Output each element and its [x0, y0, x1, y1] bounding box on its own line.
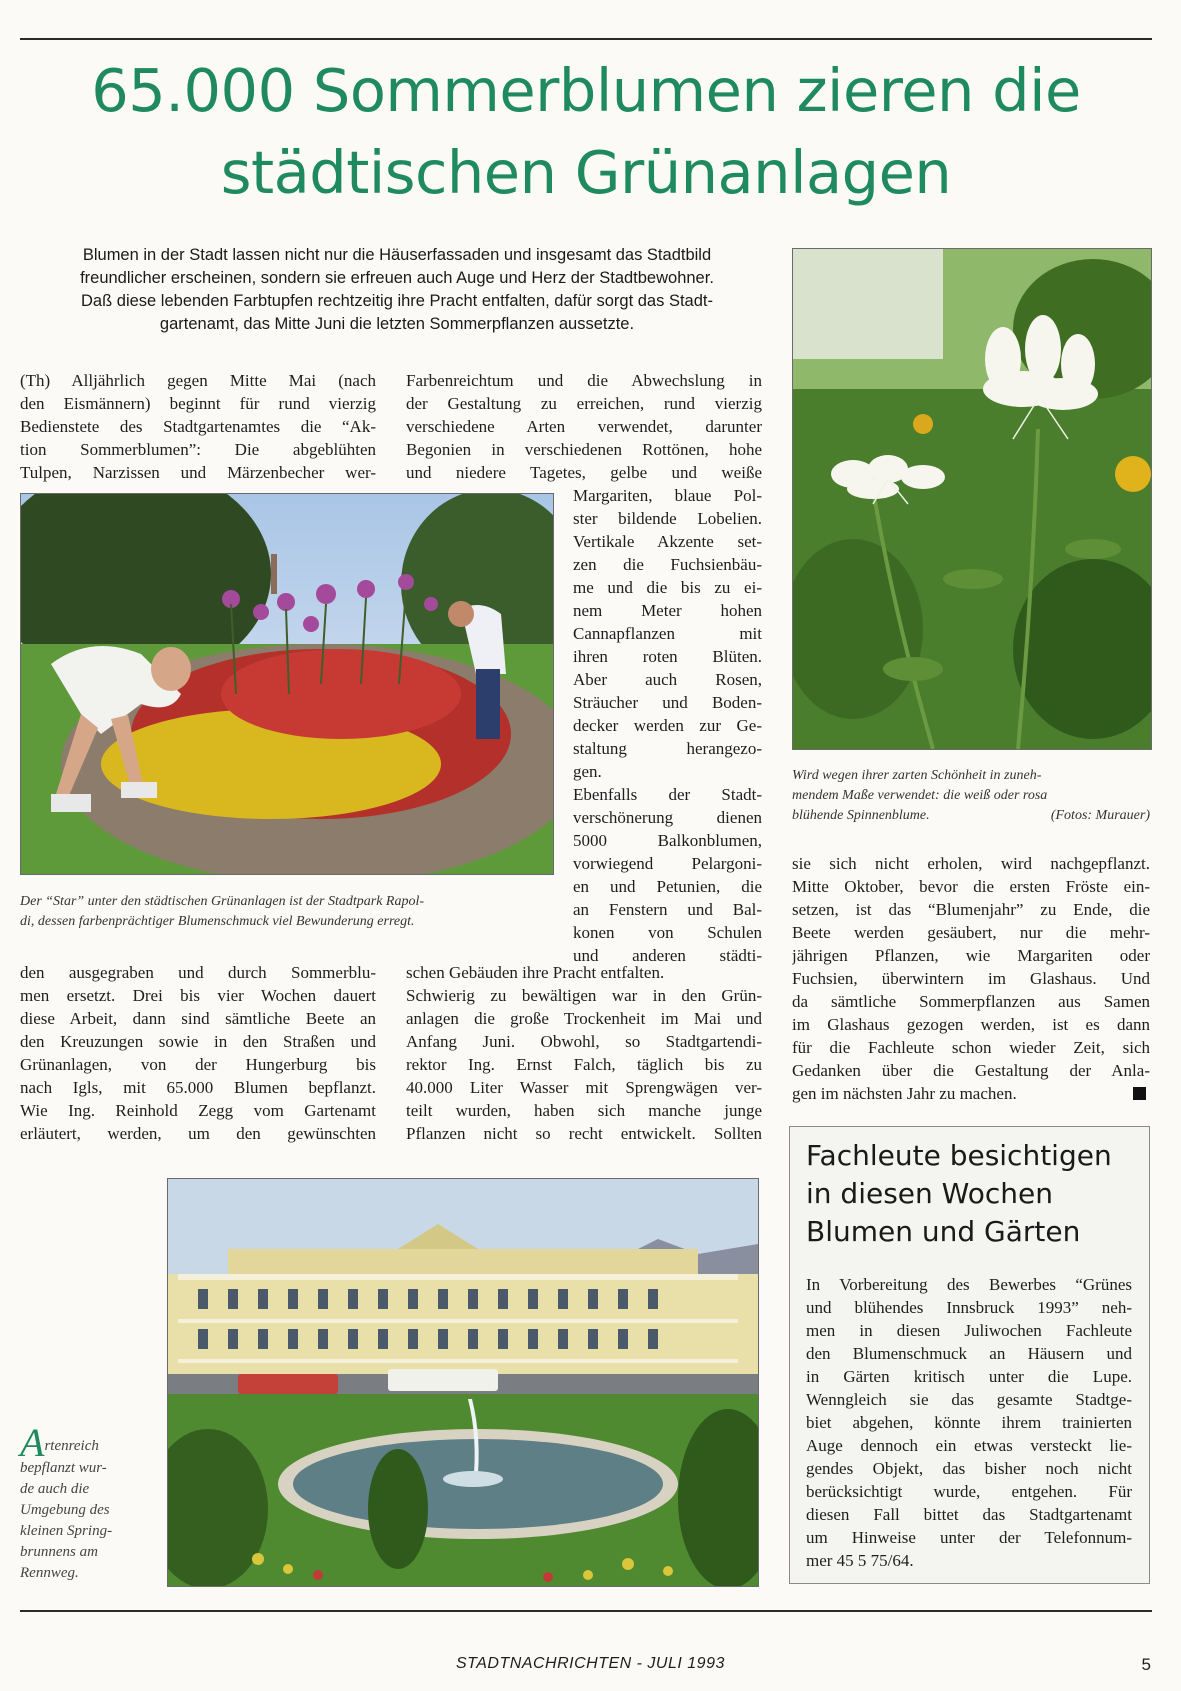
- text-line: men ersetzt. Drei bis vier Wochen dauert: [20, 986, 376, 1005]
- text-line: Cannapflanzen mit: [573, 624, 762, 643]
- end-of-article-icon: [1133, 1087, 1146, 1100]
- text-line: Grünanlagen, von der Hungerburg bis: [20, 1055, 376, 1074]
- text-line: staltung herangezo-: [573, 739, 762, 758]
- text-line: verschönerung dienen: [573, 808, 762, 827]
- fountain-photo-caption: [20, 1420, 155, 1584]
- text-line: vorwiegend Pelargoni-: [573, 854, 762, 873]
- caption-line: brunnens am: [20, 1544, 98, 1560]
- text-line: gendes Objekt, das bisher noch nicht: [806, 1459, 1132, 1478]
- text-line: den ausgegraben und durch Sommerblu-: [20, 963, 376, 982]
- text-line: Begonien in verschiedenen Rottönen, hohe: [406, 440, 762, 459]
- text-line: me und die bis zu ei-: [573, 578, 762, 597]
- text-line: Aber auch Rosen,: [573, 670, 762, 689]
- caption-line: Der “Star” unter den städtischen Grünanlagen ist der Stadtpark Rapol-: [20, 894, 425, 909]
- text-line: und niedere Tagetes, gelbe und weiße: [406, 463, 762, 482]
- text-line: Vertikale Akzente set-: [573, 532, 762, 551]
- text-line: Tulpen, Narzissen und Märzenbecher wer-: [20, 463, 376, 482]
- sidebar-box: [789, 1126, 1150, 1584]
- text-line: 5000 Balkonblumen,: [573, 831, 762, 850]
- text-line: sie sich nicht erholen, wird nachgepflanzt.: [792, 854, 1150, 873]
- text-line: der Gestaltung zu erreichen, rund vierzig: [406, 394, 762, 413]
- col2-narrow-text: [573, 484, 762, 967]
- page-headline: [20, 50, 1152, 214]
- sidebar-title-line: in diesen Wochen: [806, 1177, 1053, 1210]
- text-line: biet abgehen, könnte ihrem trainierten: [806, 1413, 1132, 1432]
- text-line: Anfang Juni. Obwohl, so Stadtgartendi-: [406, 1032, 762, 1051]
- text-line: in Gärten kritisch unter die Lupe.: [806, 1367, 1132, 1386]
- text-line: 40.000 Liter Wasser mit Sprengwägen ver-: [406, 1078, 762, 1097]
- col1-bottom-text: [20, 961, 376, 1145]
- text-line: Fuchsien, überwintern im Glashaus. Und: [792, 969, 1150, 988]
- drop-cap: A: [20, 1420, 45, 1465]
- lead-line: freundlicher erscheinen, sondern sie erfreuen auch Auge und Herz der Stadtbewohner.: [80, 269, 714, 287]
- text-line: teilt wurden, haben sich manche junge: [406, 1101, 762, 1120]
- sidebar-title-line: Blumen und Gärten: [806, 1215, 1081, 1248]
- text-line: Mitte Oktober, bevor die ersten Fröste ein-: [792, 877, 1150, 896]
- top-rule: [20, 38, 1152, 40]
- caption-line: Rennweg.: [20, 1565, 79, 1581]
- text-line: Schwierig zu bewältigen war in den Grün-: [406, 986, 762, 1005]
- text-line: konen von Schulen: [573, 923, 762, 942]
- text-line: men in diesen Juliwochen Fachleute: [806, 1321, 1132, 1340]
- park-flowerbed-photo: [20, 493, 554, 875]
- text-line: rektor Ing. Ernst Falch, täglich bis zu: [406, 1055, 762, 1074]
- text-line: anlagen die große Trockenheit im Mai und: [406, 1009, 762, 1028]
- caption-line: kleinen Spring-: [20, 1523, 113, 1539]
- text-line: en und Petunien, die: [573, 877, 762, 896]
- text-line: im Glashaus gezogen werden, ist es dann: [792, 1015, 1150, 1034]
- sidebar-title: [806, 1137, 1146, 1251]
- spider-flower-photo: [792, 248, 1152, 750]
- caption-line: blühende Spinnenblume.: [792, 808, 930, 823]
- lead-line: Daß diese lebenden Farbtupfen rechtzeitig ihre Pracht entfalten, dafür sorgt das Stadt-: [81, 292, 713, 310]
- col2-bottom-text: [406, 961, 762, 1145]
- text-line: den Eismännern) beginnt für rund vierzig: [20, 394, 376, 413]
- spider-flower-caption: [792, 766, 1150, 826]
- text-line: nach Igls, mit 65.000 Blumen bepflanzt.: [20, 1078, 376, 1097]
- text-line: ihren roten Blüten.: [573, 647, 762, 666]
- sidebar-title-line: Fachleute besichtigen: [806, 1139, 1112, 1172]
- text-line: Sträucher und Boden-: [573, 693, 762, 712]
- text-line: Wie Ing. Reinhold Zegg vom Gartenamt: [20, 1101, 376, 1120]
- text-line: Pflanzen nicht so recht entwickelt. Sollten: [406, 1124, 762, 1143]
- text-line: Gedanken über die Gestaltung der Anla-: [792, 1061, 1150, 1080]
- text-line: berücksichtigt wurde, entgehen. Für: [806, 1482, 1132, 1501]
- text-line: tion Sommerblumen”: Die abgeblühten: [20, 440, 376, 459]
- text-line: Wenngleich sie das gesamte Stadtge-: [806, 1390, 1132, 1409]
- text-line: für die Fachleute schon wieder Zeit, sich: [792, 1038, 1150, 1057]
- text-line: decker werden zur Ge-: [573, 716, 762, 735]
- text-line: Margariten, blaue Pol-: [573, 486, 762, 505]
- text-line: um Hinweise unter der Telefonnum-: [806, 1528, 1132, 1547]
- caption-line: rtenreich: [44, 1438, 99, 1454]
- lead-line: Blumen in der Stadt lassen nicht nur die Häuserfassaden und insgesamt das Stadtbild: [82, 246, 712, 264]
- text-line: Ebenfalls der Stadt-: [573, 785, 762, 804]
- text-line: Beete werden gesäubert, nur die mehr-: [792, 923, 1150, 942]
- text-line: nem Meter hohen: [573, 601, 762, 620]
- text-line: schen Gebäuden ihre Pracht entfalten.: [406, 963, 665, 982]
- text-line: setzen, ist das “Blumenjahr” zu Ende, die: [792, 900, 1150, 919]
- text-line: erläutert, werden, um den gewünschten: [20, 1124, 376, 1143]
- text-line: verschiedene Arten verwendet, darunter: [406, 417, 762, 436]
- text-line: Auge dennoch ein etwas versteckt lie-: [806, 1436, 1132, 1455]
- text-line: gen.: [573, 762, 602, 781]
- photo-credit: (Fotos: Murauer): [1050, 808, 1150, 823]
- text-line: In Vorbereitung des Bewerbes “Grünes: [806, 1275, 1132, 1294]
- caption-line: bepflanzt wur-: [20, 1460, 107, 1476]
- park-photo-caption: [20, 892, 560, 932]
- text-line: mer 45 5 75/64.: [806, 1551, 914, 1570]
- lead-paragraph: [22, 244, 772, 336]
- sidebar-body: [806, 1273, 1132, 1572]
- caption-line: Wird wegen ihrer zarten Schönheit in zuneh-: [792, 768, 1042, 783]
- caption-line: Umgebung des: [20, 1502, 110, 1518]
- text-line: Farbenreichtum und die Abwechslung in: [406, 371, 762, 390]
- text-line: den Blumenschmuck an Häusern und: [806, 1344, 1132, 1363]
- fountain-photo: [167, 1178, 759, 1587]
- caption-line: di, dessen farbenprächtiger Blumenschmuck viel Bewunderung erregt.: [20, 914, 415, 929]
- text-line: gen im nächsten Jahr zu machen.: [792, 1084, 1017, 1103]
- text-line: ster bildende Lobelien.: [573, 509, 762, 528]
- page-number: 5: [1141, 1655, 1151, 1674]
- col3-text: [792, 852, 1150, 1105]
- text-line: jährigen Pflanzen, wie Margariten oder: [792, 946, 1150, 965]
- text-line: an Fenstern und Bal-: [573, 900, 762, 919]
- text-line: zen die Fuchsienbäu-: [573, 555, 762, 574]
- headline-line-2: städtischen Grünanlagen: [220, 138, 952, 207]
- text-line: den Kreuzungen sowie in den Straßen und: [20, 1032, 376, 1051]
- headline-line-1: 65.000 Sommerblumen zieren die: [91, 56, 1081, 125]
- text-line: und anderen städti-: [573, 946, 762, 965]
- caption-line: mendem Maße verwendet: die weiß oder rosa: [792, 788, 1048, 803]
- col2-top-text: [406, 369, 762, 484]
- bottom-rule: [20, 1610, 1152, 1612]
- col1-top-text: [20, 369, 376, 484]
- footer-publication: STADTNACHRICHTEN - JULI 1993: [456, 1655, 725, 1672]
- text-line: (Th) Alljährlich gegen Mitte Mai (nach: [20, 371, 376, 390]
- text-line: und blühendes Innsbruck 1993” neh-: [806, 1298, 1132, 1317]
- text-line: Bedienstete des Stadtgartenamtes die “Ak-: [20, 417, 376, 436]
- text-line: diese Arbeit, dann sind sämtliche Beete an: [20, 1009, 376, 1028]
- text-line: da sämtliche Sommerpflanzen aus Samen: [792, 992, 1150, 1011]
- text-line: diesen Fall bittet das Stadtgartenamt: [806, 1505, 1132, 1524]
- lead-line: gartenamt, das Mitte Juni die letzten Sommerpflanzen aussetzte.: [159, 315, 635, 333]
- caption-line: de auch die: [20, 1481, 90, 1497]
